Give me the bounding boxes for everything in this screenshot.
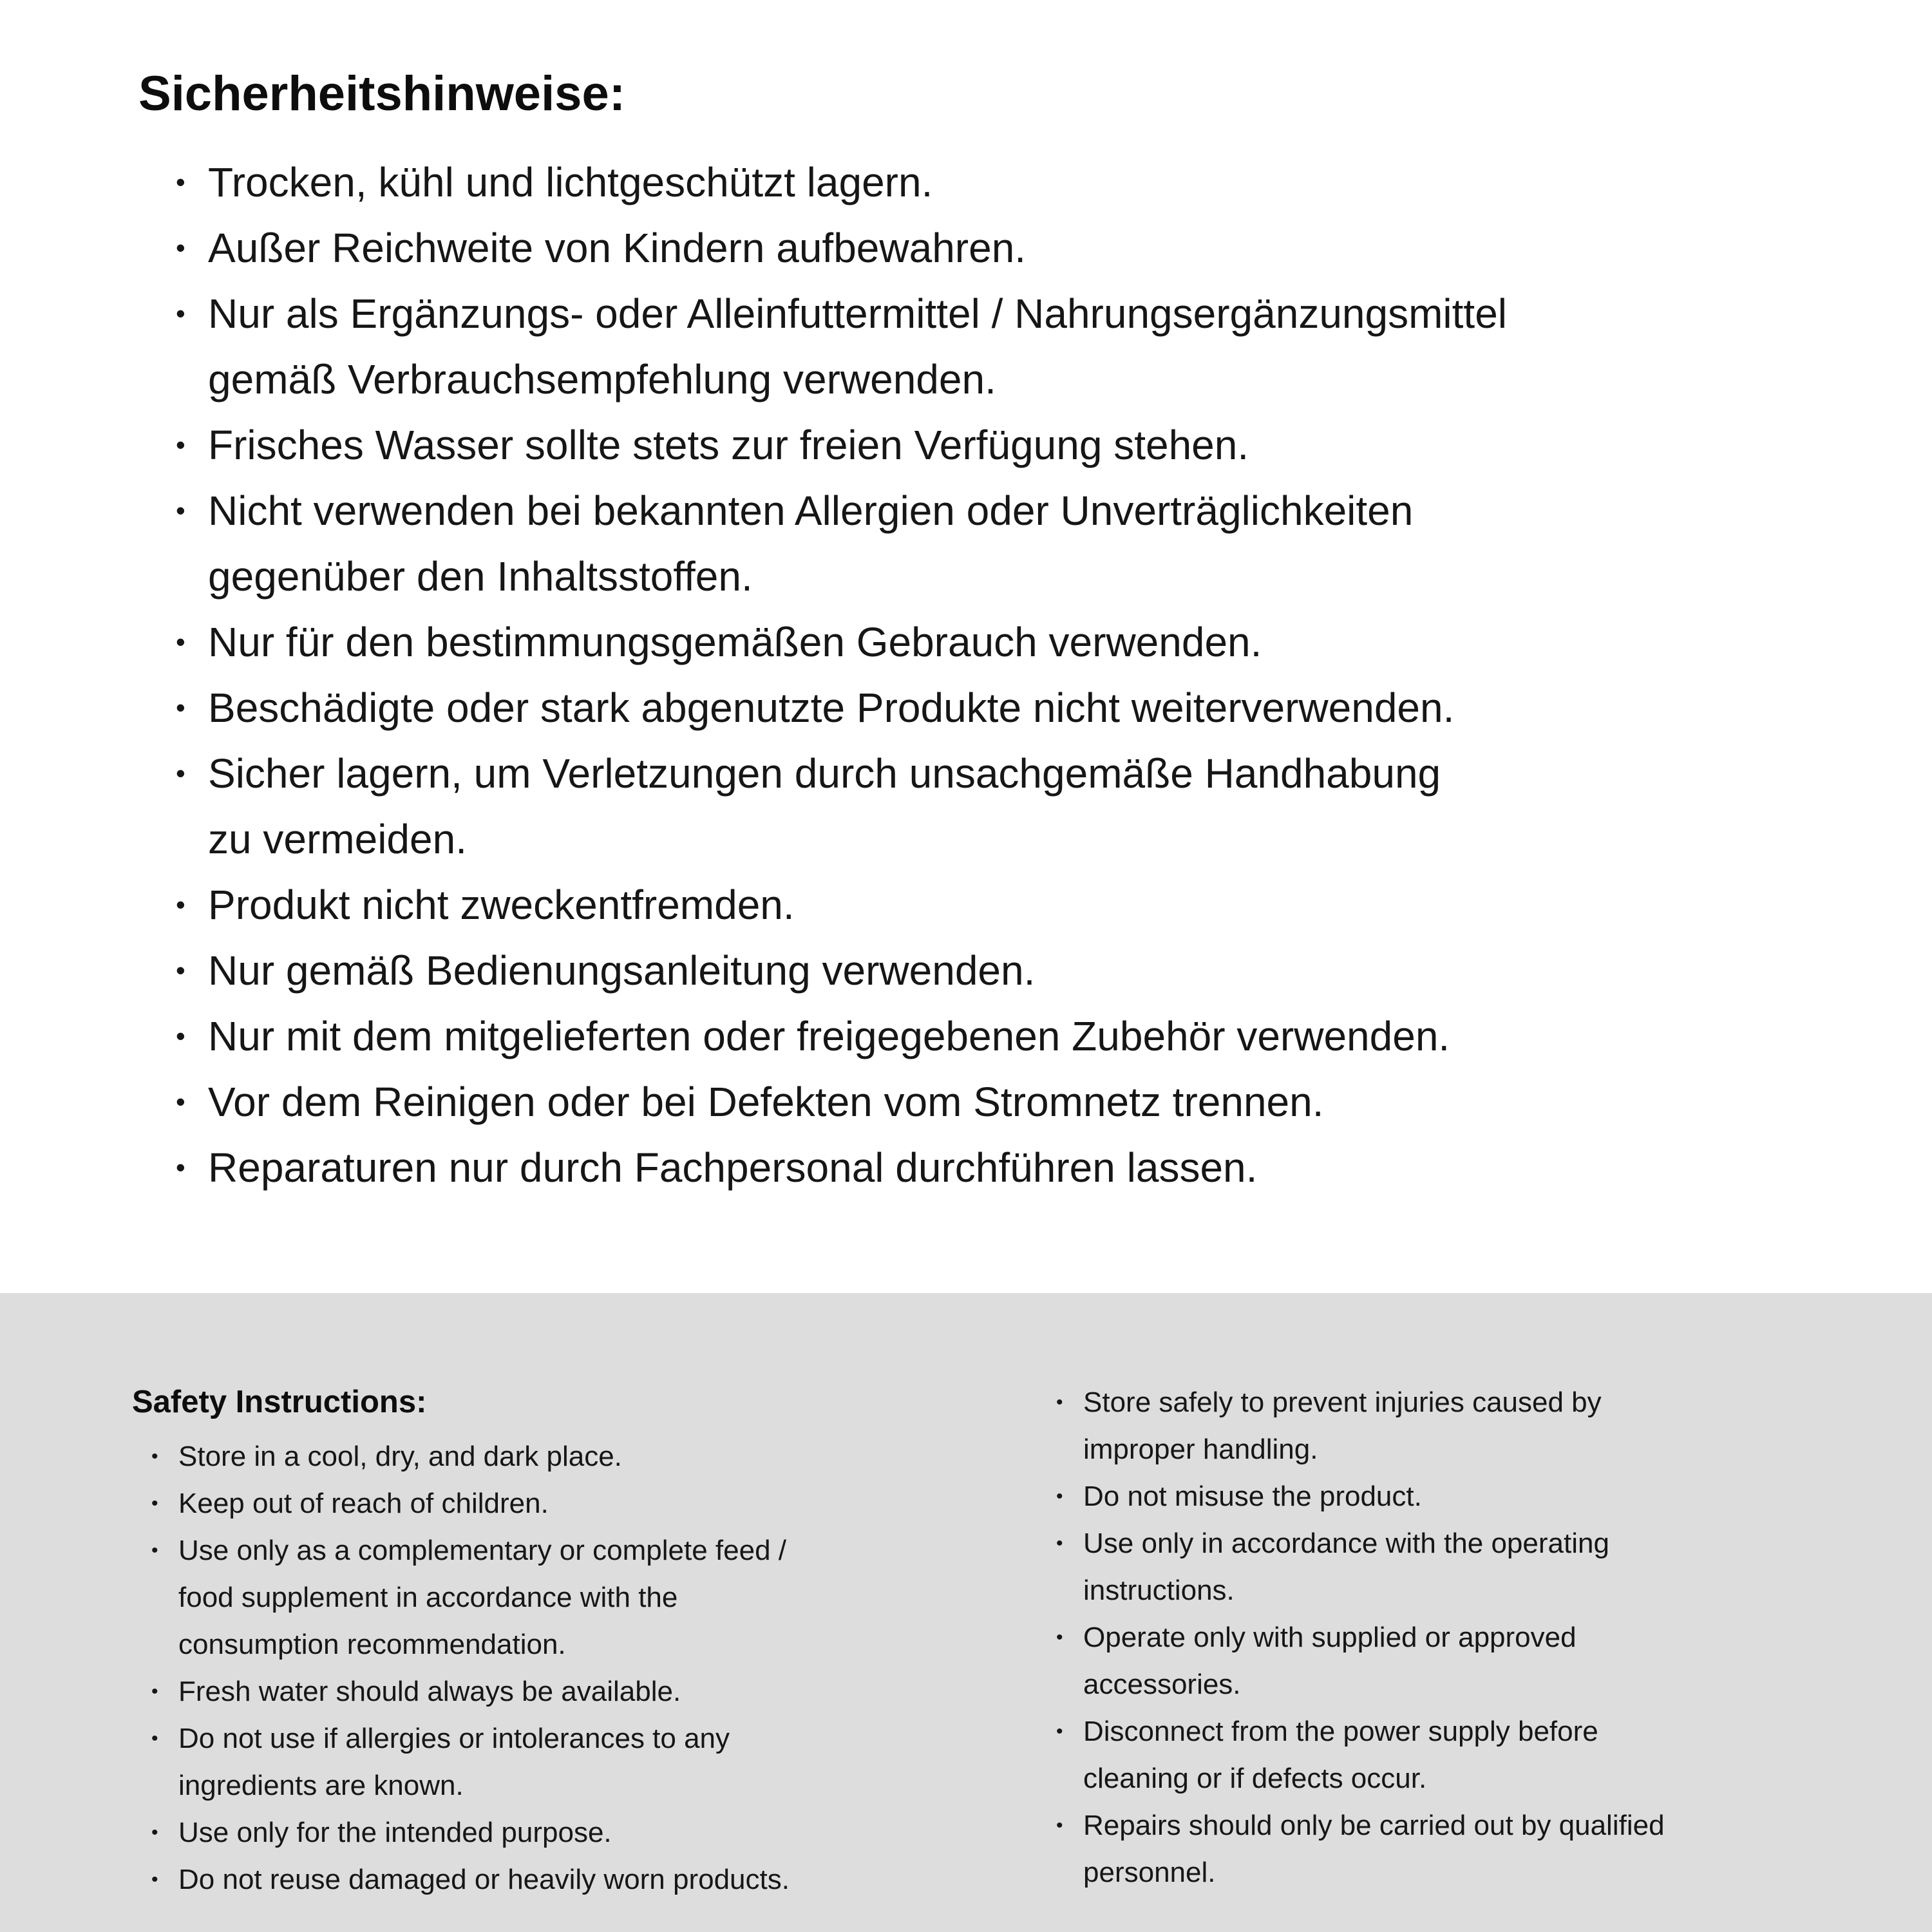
item-line: • Außer Reichweite von Kindern aufbewahren. [208,225,1027,271]
item-line: • Use only in accordance with the operating [1083,1528,1609,1559]
list-item [1056,1802,1665,1896]
item-line: • Use only for the intended purpose. [178,1817,612,1848]
item-line: • Do not use if allergies or intolerances to any [178,1723,730,1754]
list-item [176,1135,1507,1200]
item-line: • Keep out of reach of children. [178,1488,549,1519]
item-line: • Repairs should only be carried out by qualified [1083,1810,1665,1841]
item-line: zu vermeiden. [208,816,467,862]
item-line: • Nur gemäß Bedienungsanleitung verwenden. [208,947,1036,994]
list-item [176,609,1507,675]
item-line: food supplement in accordance with the [178,1582,678,1613]
item-line: • Produkt nicht zweckentfremden. [208,882,795,928]
list-item [176,872,1507,938]
list-item [176,412,1507,478]
item-line: gegenüber den Inhaltsstoffen. [208,553,753,600]
item-line: accessories. [1083,1669,1241,1700]
list-item [176,1003,1507,1069]
item-line: • Frisches Wasser sollte stets zur freien Verfügung stehen. [208,422,1249,468]
list-item [176,281,1507,412]
item-line: personnel. [1083,1857,1216,1888]
item-line: consumption recommendation. [178,1629,566,1660]
item-line: • Sicher lagern, um Verletzungen durch unsachgemäße Handhabung [208,750,1441,797]
list-item [176,675,1507,741]
german-instructions-list [176,149,1507,1200]
english-panel [0,1293,1932,1932]
item-line: • Disconnect from the power supply before [1083,1716,1598,1747]
list-item [151,1480,790,1527]
list-item [151,1668,790,1715]
list-item [176,478,1507,609]
item-line: • Store in a cool, dry, and dark place. [178,1441,622,1472]
item-line: • Nur als Ergänzungs- oder Alleinfuttermittel / Nahrungsergänzungsmittel [208,290,1507,337]
item-line: • Reparaturen nur durch Fachpersonal durchführen lassen. [208,1144,1258,1191]
item-line: • Operate only with supplied or approved [1083,1622,1577,1653]
list-item [151,1856,790,1903]
item-line: • Nur mit dem mitgelieferten oder freigegebenen Zubehör verwenden. [208,1013,1450,1059]
item-line: • Nicht verwenden bei bekannten Allergien oder Unverträglichkeiten [208,488,1414,534]
item-line: cleaning or if defects occur. [1083,1763,1427,1794]
item-line: instructions. [1083,1575,1235,1606]
english-instructions-list-right [1056,1379,1665,1896]
item-line: • Beschädigte oder stark abgenutzte Produkte nicht weiterverwenden. [208,685,1455,731]
english-instructions-list-left [151,1433,790,1903]
item-line: • Nur für den bestimmungsgemäßen Gebrauch verwenden. [208,619,1262,665]
item-line: • Trocken, kühl und lichtgeschützt lagern. [208,159,933,205]
list-item [151,1527,790,1668]
item-line: • Do not reuse damaged or heavily worn products. [178,1864,790,1895]
list-item [1056,1708,1665,1802]
item-line: gemäß Verbrauchsempfehlung verwenden. [208,356,996,402]
list-item [151,1715,790,1809]
list-item [176,741,1507,872]
item-line: ingredients are known. [178,1770,464,1801]
item-line: improper handling. [1083,1434,1318,1465]
list-item [176,149,1507,215]
item-line: • Vor dem Reinigen oder bei Defekten vom Stromnetz trennen. [208,1079,1324,1125]
list-item [1056,1520,1665,1614]
list-item [1056,1614,1665,1708]
list-item [176,938,1507,1003]
german-heading: Sicherheitshinweise: [138,66,626,121]
list-item [176,215,1507,281]
english-heading: Safety Instructions: [132,1385,427,1419]
list-item [151,1433,790,1480]
item-line: • Fresh water should always be available. [178,1676,681,1707]
list-item [176,1069,1507,1135]
list-item [151,1809,790,1856]
item-line: • Do not misuse the product. [1083,1481,1422,1512]
list-item [1056,1379,1665,1473]
item-line: • Store safely to prevent injuries caused by [1083,1387,1602,1418]
list-item [1056,1473,1665,1520]
item-line: • Use only as a complementary or complete feed / [178,1535,787,1566]
